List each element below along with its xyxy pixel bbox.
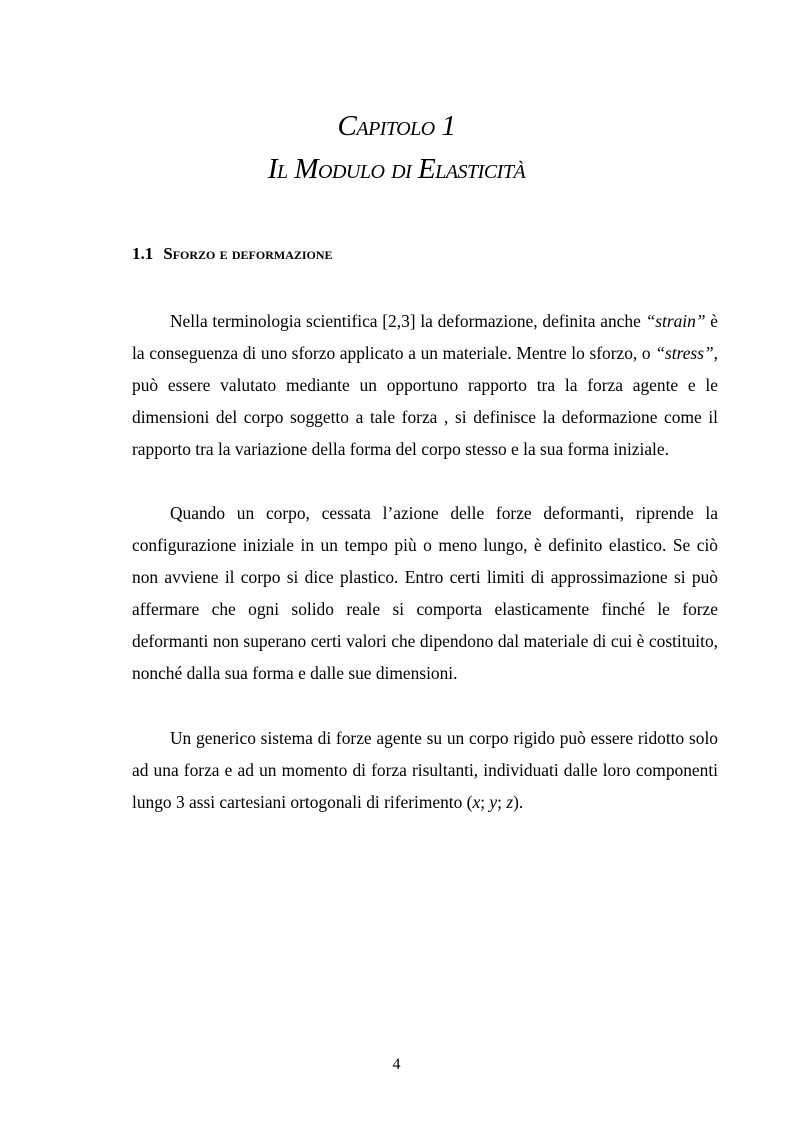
paragraph-text: ).: [513, 791, 524, 812]
paragraph-strain-definition: [132, 306, 718, 466]
term-strain: “strain”: [645, 311, 706, 331]
section-heading: [132, 244, 333, 264]
paragraph-text: , può essere valutato mediante un opportuno rapporto tra la forza agente e le dimensioni del corpo soggetto a tale forza , si definisce la deformazione come il rapporto tra la variazione della forma del corpo stesso e la sua forma iniziale.: [132, 342, 718, 459]
separator: ;: [497, 791, 507, 812]
paragraph-text: Un generico sistema di forze agente su un corpo rigido può essere ridotto solo ad una forza e ad un momento di forza risultanti, individuati dalle loro componenti lungo 3 assi cartesiani ortogonali di riferimento (: [132, 728, 718, 812]
term-stress: “stress”: [655, 342, 714, 363]
paragraph-text: è la conseguenza di uno sforzo applicato a un materiale. Mentre lo sforzo, o: [132, 311, 718, 363]
paragraph-elasticity: Quando un corpo, cessata l’azione delle forze deformanti, riprende la configurazione iniziale in un tempo più o meno lungo, è definito elastico. Se ciò non avviene il corpo si dice plastico. Entro certi limiti di approssimazione si può affermare che ogni solido reale si comporta elasticamente finché le forze deformanti non superano certi valori che dipendono dal materiale di cui è costituito, nonché dalla sua forma e dalle sue dimensioni.: [132, 503, 718, 683]
section-number: 1.1: [132, 244, 154, 263]
separator: ;: [480, 791, 490, 812]
chapter-number: Capitolo 1: [337, 110, 456, 142]
chapter-title: Il Modulo di Elasticità: [267, 153, 526, 185]
axis-y: y: [489, 791, 498, 812]
page-number: 4: [392, 1056, 401, 1073]
axis-z: z: [506, 791, 514, 812]
axis-x: x: [472, 791, 481, 812]
section-title: Sforzo e deformazione: [163, 244, 333, 263]
paragraph-text: Nella terminologia scientifica [2,3] la deformazione, definita anche: [170, 311, 646, 331]
paragraph-force-system: [132, 723, 718, 819]
